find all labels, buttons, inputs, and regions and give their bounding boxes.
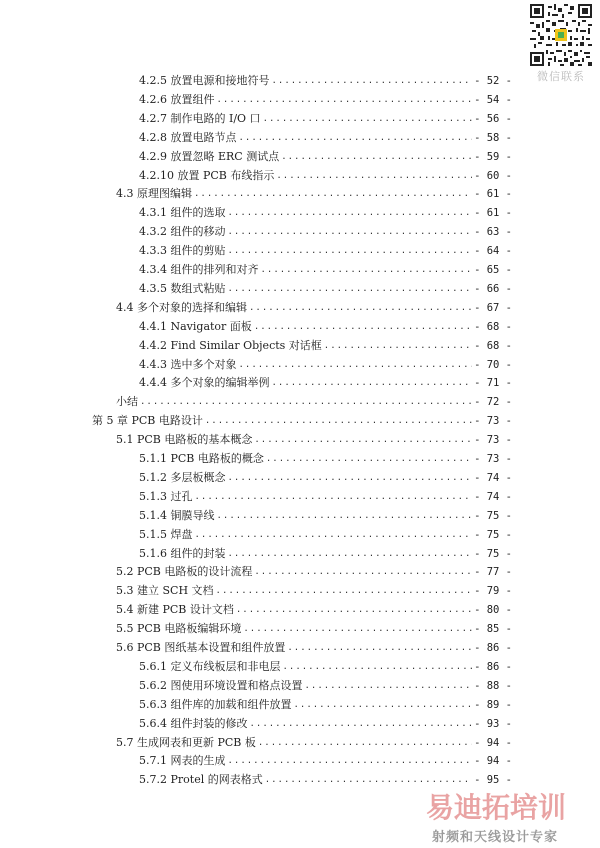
toc-entry-title: 4.4 多个对象的选择和编辑 — [116, 300, 247, 314]
toc-entry-page: - 66 - — [474, 282, 512, 295]
toc-entry-title: 5.7.1 网表的生成 — [139, 754, 226, 768]
toc-entry-page: - 93 - — [474, 717, 512, 730]
toc-entry[interactable] — [139, 148, 512, 166]
toc-entry-page: - 58 - — [474, 131, 512, 144]
toc-entry[interactable] — [116, 601, 512, 619]
toc-leader-dots — [228, 545, 473, 563]
toc-entry[interactable] — [139, 658, 512, 676]
toc-entry-page: - 75 - — [474, 547, 512, 560]
toc-entry-page: - 72 - — [474, 396, 512, 409]
toc-leader-dots — [305, 677, 473, 695]
toc-entry-page: - 75 - — [474, 528, 512, 541]
toc-entry-page: - 89 - — [474, 698, 512, 711]
toc-entry-page: - 73 - — [474, 434, 512, 447]
toc-entry-page: - 79 - — [474, 585, 512, 598]
toc-entry[interactable] — [139, 167, 512, 185]
toc-entry-title: 5.1.3 过孔 — [139, 489, 193, 503]
toc-entry-page: - 59 - — [474, 150, 512, 163]
toc-leader-dots — [294, 696, 473, 714]
toc-entry-title: 5.3 建立 SCH 文档 — [116, 584, 214, 598]
toc-entry-title: 5.6.1 定义布线板层和非电层 — [139, 659, 281, 673]
toc-entry[interactable] — [139, 715, 512, 733]
toc-entry-title: 4.2.5 放置电源和接地符号 — [139, 74, 270, 87]
toc-leader-dots — [272, 72, 473, 90]
toc-leader-dots — [254, 318, 472, 336]
toc-entry-page: - 60 - — [474, 169, 512, 182]
toc-leader-dots — [228, 223, 473, 241]
toc-entry-title: 4.2.10 放置 PCB 布线指示 — [139, 168, 275, 182]
toc-leader-dots — [249, 299, 472, 317]
toc-leader-dots — [228, 242, 473, 260]
toc-entry[interactable] — [139, 545, 512, 563]
toc-entry[interactable] — [139, 696, 512, 714]
toc-entry-page: - 52 - — [474, 75, 512, 87]
toc-entry-title: 4.3.5 数组式粘贴 — [139, 281, 226, 295]
toc-leader-dots — [324, 337, 472, 355]
toc-entry-page: - 63 - — [474, 226, 512, 239]
toc-entry-title: 4.2.9 放置忽略 ERC 测试点 — [139, 149, 280, 163]
toc-entry-title: 4.4.4 多个对象的编辑举例 — [139, 376, 270, 390]
qr-label: 微信联系 — [537, 70, 585, 83]
qr-code — [530, 4, 592, 66]
toc-entry[interactable] — [116, 734, 512, 752]
toc-entry-page: - 80 - — [474, 604, 512, 617]
toc-entry-page: - 75 - — [474, 509, 512, 522]
toc-leader-dots — [194, 185, 472, 203]
toc-leader-dots — [254, 563, 472, 581]
toc-entry[interactable] — [139, 204, 512, 222]
toc-entry-page: - 70 - — [474, 358, 512, 371]
toc-leader-dots — [276, 167, 472, 185]
toc-entry[interactable] — [139, 72, 512, 90]
toc-entry[interactable] — [139, 223, 512, 241]
toc-entry-title: 5.6.3 组件库的加载和组件放置 — [139, 697, 292, 711]
toc-leader-dots — [236, 601, 472, 619]
toc-entry-page: - 86 - — [474, 660, 512, 673]
toc-entry-page: - 67 - — [474, 301, 512, 314]
toc-entry-page: - 73 - — [474, 415, 512, 428]
toc-entry-title: 5.1.2 多层板概念 — [139, 470, 226, 484]
toc-leader-dots — [195, 526, 473, 544]
toc-entry-page: - 68 - — [474, 339, 512, 352]
toc-entry-page: - 94 - — [474, 755, 512, 768]
toc-entry[interactable] — [139, 129, 512, 147]
toc-leader-dots — [250, 715, 473, 733]
toc-entry-page: - 94 - — [474, 736, 512, 749]
toc-entry-page: - 86 - — [474, 642, 512, 654]
toc-leader-dots — [217, 91, 473, 109]
toc-entry[interactable] — [92, 412, 512, 430]
toc-entry-page: - 54 - — [474, 93, 512, 106]
toc-entry[interactable] — [139, 526, 512, 544]
toc-entry-page: - 61 - — [474, 207, 512, 220]
toc-leader-dots — [239, 356, 473, 374]
toc-entry[interactable] — [139, 261, 512, 279]
toc-leader-dots — [266, 450, 472, 468]
toc-entry-title: 5.6 PCB 图纸基本设置和组件放置 — [116, 641, 286, 654]
toc-entry[interactable] — [139, 242, 512, 260]
toc-entry[interactable] — [116, 563, 512, 581]
toc-leader-dots — [243, 620, 472, 638]
toc-entry-title: 5.7 生成网表和更新 PCB 板 — [116, 735, 256, 749]
toc-entry-page: - 85 - — [474, 623, 512, 636]
toc-entry[interactable] — [139, 318, 512, 336]
toc-leader-dots — [254, 431, 472, 449]
toc-entry-page: - 56 - — [474, 112, 512, 125]
toc-entry[interactable] — [139, 356, 512, 374]
toc-entry[interactable] — [116, 393, 512, 411]
toc-entry[interactable] — [116, 639, 512, 657]
toc-entry-title: 4.4.2 Find Similar Objects 对话框 — [139, 338, 322, 352]
toc-leader-dots — [228, 204, 473, 222]
toc-entry[interactable] — [139, 110, 512, 128]
toc-leader-dots — [283, 658, 473, 676]
toc-entry[interactable] — [116, 582, 512, 600]
toc-entry[interactable] — [139, 374, 512, 392]
toc-leader-dots — [263, 110, 473, 128]
toc-entry[interactable] — [116, 620, 512, 638]
toc-leader-dots — [195, 488, 473, 506]
toc-entry-title: 5.7.2 Protel 的网表格式 — [139, 773, 263, 787]
toc-entry-title: 5.1.6 组件的封装 — [139, 546, 226, 560]
toc-entry-page: - 74 - — [474, 490, 512, 503]
toc-leader-dots — [228, 280, 473, 298]
toc-entry-page: - 64 - — [474, 245, 512, 258]
watermark-brand: 易迪拓培训 — [426, 791, 567, 824]
toc-leader-dots — [228, 752, 473, 770]
toc-entry-page: - 77 - — [474, 566, 512, 579]
toc-entry[interactable] — [139, 450, 512, 468]
watermark-tagline: 射频和天线设计专家 — [432, 830, 559, 845]
toc-entry-title: 4.2.6 放置组件 — [139, 92, 215, 106]
toc-entry-title: 5.2 PCB 电路板的设计流程 — [116, 565, 253, 579]
toc-entry-page: - 65 - — [474, 264, 512, 276]
toc-leader-dots — [239, 129, 473, 147]
toc-entry[interactable] — [116, 431, 512, 449]
toc-entry-title: 第 5 章 PCB 电路设计 — [92, 414, 203, 428]
toc-entry-page: - 73 - — [474, 453, 512, 465]
toc-leader-dots — [272, 374, 473, 392]
toc-entry[interactable] — [139, 280, 512, 298]
toc-entry-title: 4.3.3 组件的剪贴 — [139, 244, 226, 258]
toc-entry-title: 4.3.4 组件的排列和对齐 — [139, 263, 259, 276]
toc-entry-title: 5.1.5 焊盘 — [139, 527, 193, 541]
toc-entry[interactable] — [139, 752, 512, 770]
toc-entry-title: 5.1.4 铜膜导线 — [139, 508, 215, 522]
toc-entry-title: 4.4.3 选中多个对象 — [139, 357, 237, 371]
toc-entry[interactable] — [139, 488, 512, 506]
toc-entry-page: - 71 - — [474, 377, 512, 390]
toc-entry[interactable] — [139, 91, 512, 109]
toc-entry-title: 5.1.1 PCB 电路板的概念 — [139, 452, 264, 465]
toc-leader-dots — [228, 469, 473, 487]
toc-entry-title: 4.3.1 组件的选取 — [139, 206, 226, 220]
toc-leader-dots — [205, 412, 472, 430]
toc-entry-title: 5.6.2 图使用环境设置和格点设置 — [139, 678, 303, 692]
toc-leader-dots — [281, 148, 472, 166]
toc-entry-title: 4.4.1 Navigator 面板 — [139, 319, 252, 333]
toc-entry[interactable] — [116, 185, 512, 203]
toc-entry-title: 5.1 PCB 电路板的基本概念 — [116, 433, 253, 447]
toc-entry-title: 4.3 原理图编辑 — [116, 187, 192, 201]
toc-entry-page: - 68 - — [474, 320, 512, 333]
toc-entry[interactable] — [139, 507, 512, 525]
toc-leader-dots — [217, 507, 473, 525]
toc-leader-dots — [140, 393, 472, 411]
toc-entry-title: 5.6.4 组件封装的修改 — [139, 716, 248, 730]
toc-entry[interactable] — [116, 299, 512, 317]
toc-entry[interactable] — [139, 469, 512, 487]
toc-entry[interactable] — [139, 337, 512, 355]
toc-entry[interactable] — [139, 677, 512, 695]
toc-entry-page: - 88 - — [474, 679, 512, 692]
toc-leader-dots — [261, 261, 473, 279]
toc-entry-title: 4.3.2 组件的移动 — [139, 225, 226, 239]
toc-entry-page: - 74 - — [474, 471, 512, 484]
toc-entry-page: - 61 - — [474, 188, 512, 201]
toc-entry-title: 5.5 PCB 电路板编辑环境 — [116, 622, 242, 636]
toc-leader-dots — [287, 639, 472, 657]
toc-entry-title: 4.2.7 制作电路的 I/O 口 — [139, 111, 261, 125]
toc-entry-page: - 95 - — [474, 774, 512, 787]
toc-leader-dots — [216, 582, 473, 600]
toc-leader-dots — [258, 734, 472, 752]
toc-entry-title: 4.2.8 放置电路节点 — [139, 130, 237, 144]
toc-entry-title: 5.4 新建 PCB 设计文档 — [116, 603, 234, 617]
toc-entry-title: 小结 — [116, 395, 138, 409]
